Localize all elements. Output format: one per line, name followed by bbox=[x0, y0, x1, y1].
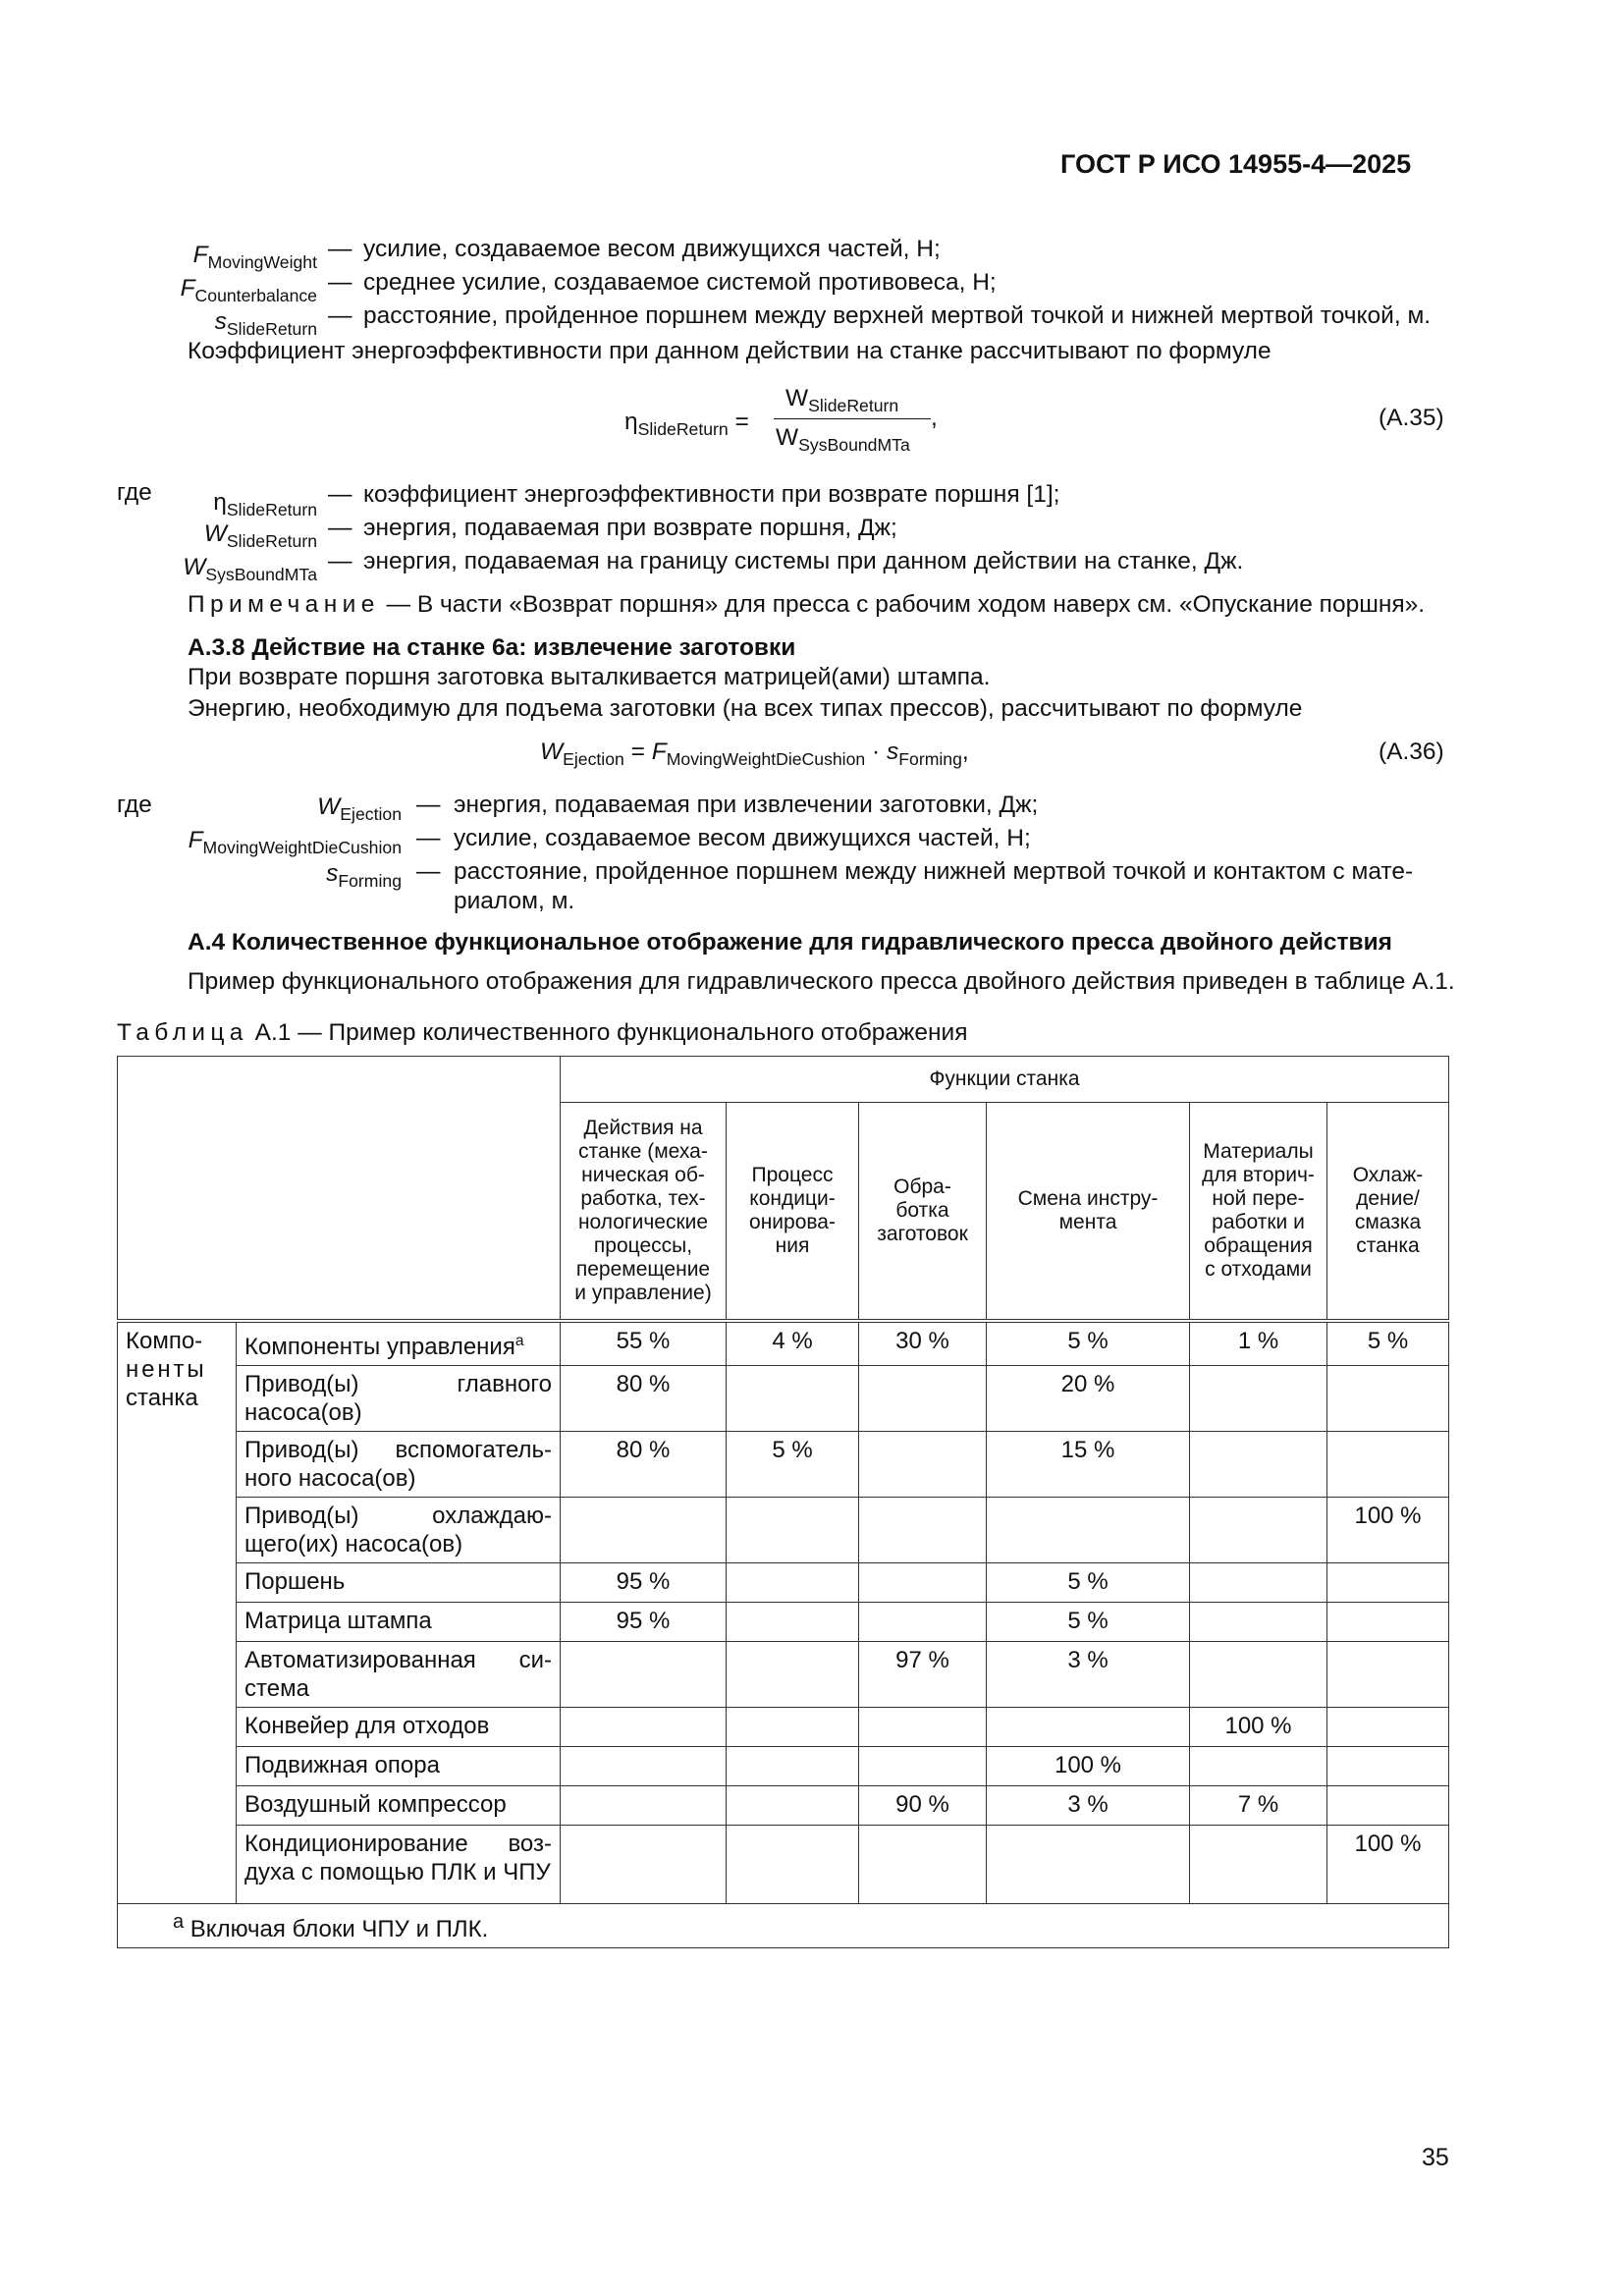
table-cell bbox=[859, 1365, 987, 1431]
table-footnote: $^a$ Включая блоки ЧПУ и ПЛК. bbox=[118, 1903, 1449, 1947]
table-cell bbox=[859, 1707, 987, 1746]
table-cell: 90 % bbox=[859, 1785, 987, 1825]
row-group-label: Компо- ненты станка bbox=[118, 1321, 237, 1904]
table-cell bbox=[987, 1825, 1190, 1903]
column-header-line: ническая об- bbox=[581, 1163, 705, 1186]
row-label: Подвижная опора bbox=[237, 1746, 561, 1785]
table-row bbox=[118, 1707, 1449, 1746]
symbol-w-sysbound: $W_{SysBoundMTa}$ bbox=[183, 554, 317, 585]
symbol-w-ejection: $W_{Ejection}$ bbox=[317, 793, 402, 825]
row-label: Конвейер для отходов bbox=[237, 1707, 561, 1746]
table-cell bbox=[859, 1602, 987, 1641]
table-cell bbox=[859, 1825, 987, 1903]
table-cell bbox=[1327, 1431, 1449, 1497]
table-cell bbox=[727, 1746, 859, 1785]
column-header-line: дение/ bbox=[1356, 1186, 1420, 1210]
table-row bbox=[118, 1641, 1449, 1707]
table-cell bbox=[561, 1825, 727, 1903]
row-label: Кондиционирование воз-духа с помощью ПЛК и ЧПУ bbox=[237, 1825, 561, 1903]
symbol-s-slidereturn: $s_{SlideReturn}$ bbox=[214, 308, 317, 340]
def-dash: — bbox=[328, 236, 352, 262]
section-a4-p1: Пример функционального отображения для гидравлического пресса двойного действия приведен в таблице А.1. bbox=[188, 968, 1455, 995]
table-cell: 80 % bbox=[561, 1431, 727, 1497]
row-label: Воздушный компрессор bbox=[237, 1785, 561, 1825]
table-cell bbox=[727, 1497, 859, 1562]
def-text-continued: риалом, м. bbox=[454, 888, 575, 914]
document-header: ГОСТ Р ИСО 14955-4—2025 bbox=[1060, 149, 1412, 179]
formula-number: (A.35) bbox=[1379, 405, 1444, 431]
formula-comma: , bbox=[931, 405, 938, 431]
table-cell bbox=[859, 1497, 987, 1562]
column-header-line: работки и bbox=[1212, 1210, 1305, 1233]
def-dash: — bbox=[328, 515, 352, 541]
column-header-line: Смена инстру- bbox=[1017, 1186, 1159, 1210]
column-header-line: ной пере- bbox=[1212, 1186, 1305, 1210]
table-cell: 1 % bbox=[1190, 1321, 1327, 1366]
table-cell bbox=[561, 1497, 727, 1562]
column-header-line: Действия на bbox=[583, 1116, 703, 1139]
def-text: расстояние, пройденное поршнем между нижней мертвой точкой и контактом с мате- bbox=[454, 858, 1414, 885]
functional-mapping-table bbox=[117, 1056, 1449, 1948]
symbol-f-movingweightdiecushion: $F_{MovingWeightDieCushion}$ bbox=[188, 827, 402, 858]
group-header: Функции станка bbox=[561, 1057, 1449, 1103]
table-cell: 15 % bbox=[987, 1431, 1190, 1497]
symbol-eta-slidereturn: $\eta_{SlideReturn}$ bbox=[213, 489, 317, 520]
def-text: энергия, подаваемая на границу системы при данном действии на станке, Дж. bbox=[363, 548, 1244, 574]
table-cell bbox=[1327, 1641, 1449, 1707]
column-header-line: нологические bbox=[577, 1210, 709, 1233]
table-cell bbox=[1327, 1365, 1449, 1431]
table-cell bbox=[1190, 1497, 1327, 1562]
table-cell: 97 % bbox=[859, 1641, 987, 1707]
page-number: 35 bbox=[1422, 2144, 1449, 2171]
table-cell: 100 % bbox=[1190, 1707, 1327, 1746]
column-header-line: ботка bbox=[895, 1198, 949, 1222]
table-cell: 3 % bbox=[987, 1785, 1190, 1825]
where-label: где bbox=[117, 479, 152, 506]
def-text: усилие, создаваемое весом движущихся частей, Н; bbox=[363, 236, 941, 262]
table-row bbox=[118, 1825, 1449, 1903]
formula-lhs: $\eta_{SlideReturn}$ = bbox=[624, 409, 749, 440]
column-header-line: станке (меха- bbox=[578, 1139, 708, 1163]
table-row bbox=[118, 1497, 1449, 1562]
column-header-line: кондици- bbox=[749, 1186, 836, 1210]
note-label: Примечание bbox=[188, 591, 380, 618]
def-dash: — bbox=[328, 269, 352, 296]
def-text: энергия, подаваемая при возврате поршня, Дж; bbox=[363, 515, 897, 541]
column-header bbox=[1190, 1103, 1327, 1321]
column-header bbox=[859, 1103, 987, 1321]
table-cell bbox=[1327, 1602, 1449, 1641]
table-cell: 3 % bbox=[987, 1641, 1190, 1707]
note bbox=[188, 591, 1425, 619]
row-label: Привод(ы) охлаждаю-щего(их) насоса(ов) bbox=[237, 1497, 561, 1562]
table-row bbox=[118, 1321, 1449, 1366]
section-a38-p2: Энергию, необходимую для подъема заготовки (на всех типах прессов), рассчитывают по формуле bbox=[188, 695, 1303, 722]
column-header-line: Процесс bbox=[751, 1163, 834, 1186]
column-header-line: мента bbox=[1058, 1210, 1117, 1233]
formula-numerator: $W_{SlideReturn}$ bbox=[785, 385, 899, 416]
table-corner-cell bbox=[118, 1057, 561, 1321]
table-cell bbox=[1190, 1641, 1327, 1707]
row-label: Компоненты управления$^a$ bbox=[237, 1321, 561, 1366]
table-cell bbox=[1190, 1562, 1327, 1602]
table-cell bbox=[1190, 1825, 1327, 1903]
def-dash: — bbox=[328, 481, 352, 508]
table-cell bbox=[987, 1497, 1190, 1562]
table-cell: 100 % bbox=[1327, 1497, 1449, 1562]
formula-body: $W_{Ejection} = F_{MovingWeightDieCushion} \cdot s_{Forming}$, bbox=[540, 738, 969, 770]
column-header-line: перемещение bbox=[575, 1257, 711, 1281]
table-cell bbox=[1190, 1746, 1327, 1785]
column-header bbox=[1327, 1103, 1449, 1321]
def-dash: — bbox=[416, 858, 441, 885]
section-a38-p1: При возврате поршня заготовка выталкивается матрицей(ами) штампа. bbox=[188, 664, 991, 690]
column-header-line: и управление) bbox=[574, 1281, 712, 1304]
table-cell bbox=[1327, 1746, 1449, 1785]
table-cell bbox=[561, 1746, 727, 1785]
row-label: Матрица штампа bbox=[237, 1602, 561, 1641]
table-row bbox=[118, 1746, 1449, 1785]
table-cell: 100 % bbox=[1327, 1825, 1449, 1903]
column-header-line: смазка bbox=[1354, 1210, 1422, 1233]
table-cell bbox=[1190, 1431, 1327, 1497]
table-cell bbox=[727, 1825, 859, 1903]
table-cell bbox=[727, 1785, 859, 1825]
table-cell bbox=[727, 1641, 859, 1707]
table-row bbox=[118, 1785, 1449, 1825]
column-header-line: Охлаж- bbox=[1352, 1163, 1424, 1186]
table-cell bbox=[561, 1785, 727, 1825]
column-header bbox=[561, 1103, 727, 1321]
table-row bbox=[118, 1431, 1449, 1497]
table-cell: 20 % bbox=[987, 1365, 1190, 1431]
table-cell: 95 % bbox=[561, 1562, 727, 1602]
def-dash: — bbox=[328, 548, 352, 574]
table-cell bbox=[561, 1707, 727, 1746]
column-header-line: ния bbox=[775, 1233, 810, 1257]
def-dash: — bbox=[328, 302, 352, 329]
note-text: — В части «Возврат поршня» для пресса с рабочим ходом наверх см. «Опускание поршня». bbox=[386, 591, 1426, 618]
symbol-s-forming: $s_{Forming}$ bbox=[326, 860, 402, 892]
table-cell bbox=[561, 1641, 727, 1707]
column-header-line: обращения bbox=[1204, 1233, 1313, 1257]
table-row bbox=[118, 1562, 1449, 1602]
def-dash: — bbox=[416, 792, 441, 818]
table-cell: 5 % bbox=[987, 1562, 1190, 1602]
table-cell: 5 % bbox=[987, 1321, 1190, 1366]
def-text: энергия, подаваемая при извлечении заготовки, Дж; bbox=[454, 792, 1039, 818]
table-cell: 5 % bbox=[987, 1602, 1190, 1641]
table-cell bbox=[727, 1707, 859, 1746]
column-header-line: онирова- bbox=[749, 1210, 836, 1233]
def-text: расстояние, пройденное поршнем между верхней мертвой точкой и нижней мертвой точкой, м. bbox=[363, 302, 1432, 329]
formula-number: (A.36) bbox=[1379, 738, 1444, 765]
symbol-f-counterbalance: $F_{Counterbalance}$ bbox=[180, 275, 317, 306]
paragraph-coef-intro: Коэффициент энергоэффективности при данном действии на станке рассчитывают по формуле bbox=[188, 338, 1271, 364]
table-cell bbox=[1327, 1562, 1449, 1602]
table-cell bbox=[727, 1365, 859, 1431]
column-header-line: процессы, bbox=[593, 1233, 693, 1257]
column-header-line: заготовок bbox=[877, 1222, 968, 1245]
column-header bbox=[987, 1103, 1190, 1321]
table-cell bbox=[1190, 1365, 1327, 1431]
row-label: Привод(ы) главного насоса(ов) bbox=[237, 1365, 561, 1431]
column-header-line: Материалы bbox=[1203, 1139, 1314, 1163]
column-header bbox=[727, 1103, 859, 1321]
table-cell: 80 % bbox=[561, 1365, 727, 1431]
where-label: где bbox=[117, 792, 152, 818]
row-label: Поршень bbox=[237, 1562, 561, 1602]
table-caption: Таблица А.1 — Пример количественного функционального отображения bbox=[117, 1019, 968, 1046]
table-cell bbox=[859, 1562, 987, 1602]
def-dash: — bbox=[416, 825, 441, 851]
table-cell: 5 % bbox=[727, 1431, 859, 1497]
table-cell bbox=[1190, 1602, 1327, 1641]
table-cell bbox=[1327, 1707, 1449, 1746]
table-row bbox=[118, 1602, 1449, 1641]
row-label: Автоматизированная си-стема bbox=[237, 1641, 561, 1707]
table-cell bbox=[727, 1602, 859, 1641]
def-text: коэффициент энергоэффективности при возврате поршня [1]; bbox=[363, 481, 1060, 508]
formula-denominator: $W_{SysBoundMTa}$ bbox=[776, 424, 910, 456]
column-header-line: работка, тех- bbox=[580, 1186, 706, 1210]
table-cell: 5 % bbox=[1327, 1321, 1449, 1366]
row-label: Привод(ы) вспомогатель-ного насоса(ов) bbox=[237, 1431, 561, 1497]
column-header-line: Обра- bbox=[893, 1175, 951, 1198]
table-cell: 95 % bbox=[561, 1602, 727, 1641]
table-cell: 7 % bbox=[1190, 1785, 1327, 1825]
def-text: среднее усилие, создаваемое системой противовеса, Н; bbox=[363, 269, 997, 296]
table-cell bbox=[1327, 1785, 1449, 1825]
fraction-bar bbox=[774, 418, 931, 419]
column-header-line: для вторич- bbox=[1202, 1163, 1315, 1186]
table-cell: 55 % bbox=[561, 1321, 727, 1366]
table-cell bbox=[859, 1431, 987, 1497]
table-cell bbox=[727, 1562, 859, 1602]
table-cell bbox=[859, 1746, 987, 1785]
section-a38-title: А.3.8 Действие на станке 6а: извлечение заготовки bbox=[188, 634, 796, 661]
column-header-line: станка bbox=[1356, 1233, 1420, 1257]
table-cell: 100 % bbox=[987, 1746, 1190, 1785]
table-cell: 4 % bbox=[727, 1321, 859, 1366]
symbol-f-movingweight: $F_{MovingWeight}$ bbox=[192, 242, 317, 273]
def-text: усилие, создаваемое весом движущихся частей, Н; bbox=[454, 825, 1031, 851]
table-row bbox=[118, 1365, 1449, 1431]
table-cell bbox=[987, 1707, 1190, 1746]
column-header-line: с отходами bbox=[1205, 1257, 1312, 1281]
symbol-w-slidereturn: $W_{SlideReturn}$ bbox=[203, 520, 317, 552]
section-a4-title: А.4 Количественное функциональное отображение для гидравлического пресса двойного действия bbox=[188, 929, 1392, 956]
table-cell: 30 % bbox=[859, 1321, 987, 1366]
